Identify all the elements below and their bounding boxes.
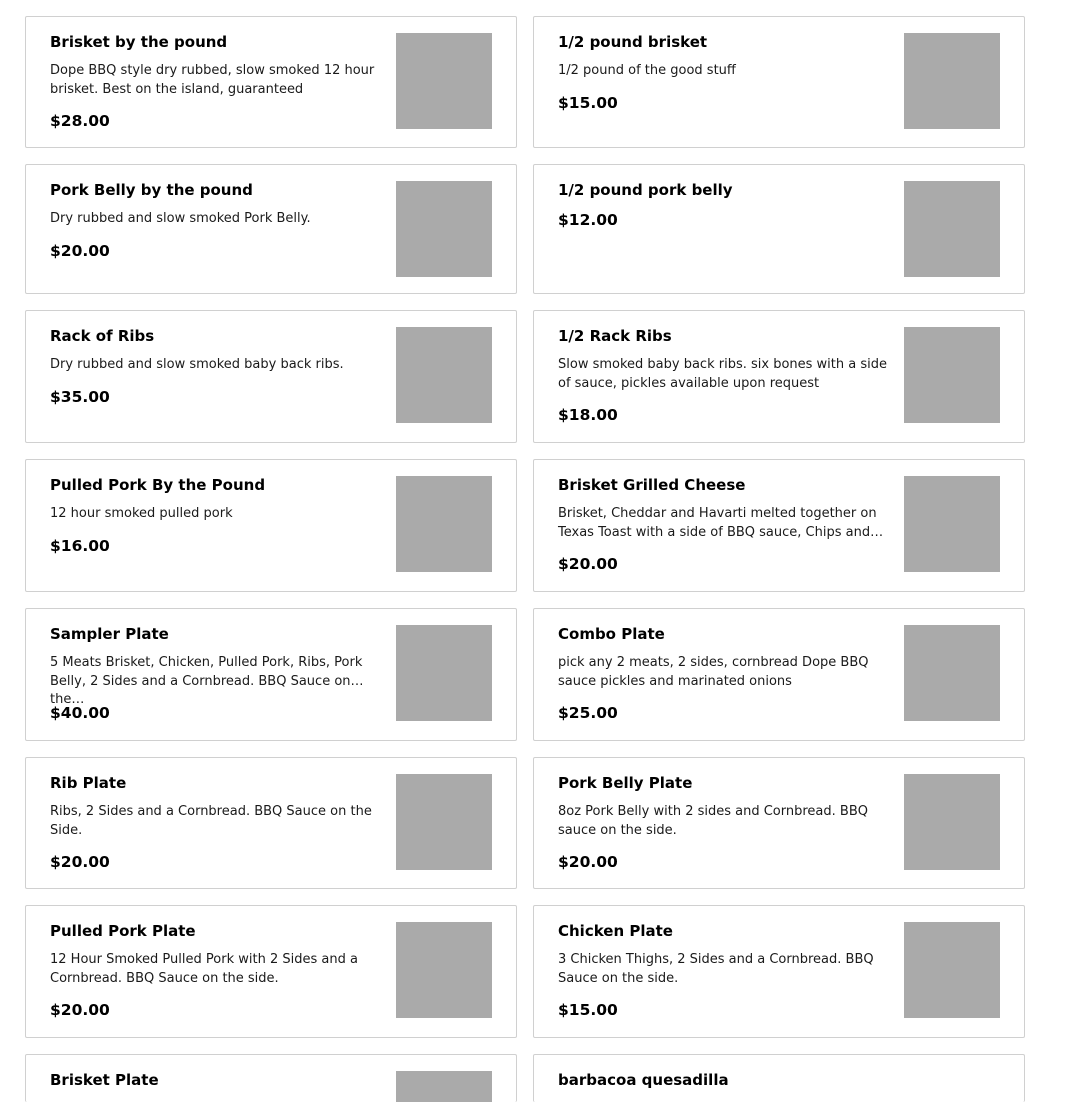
item-price: $15.00 bbox=[558, 93, 618, 112]
item-image-placeholder bbox=[396, 33, 492, 129]
item-price: $20.00 bbox=[50, 1001, 110, 1019]
item-name: Brisket Grilled Cheese bbox=[558, 476, 746, 494]
item-name: 1/2 pound pork belly bbox=[558, 181, 733, 199]
item-description: pick any 2 meats, 2 sides, cornbread Dope BBQ sauce pickles and marinated onions bbox=[558, 655, 869, 689]
item-name: 1/2 Rack Ribs bbox=[558, 327, 672, 345]
item-price: $18.00 bbox=[558, 406, 618, 424]
item-name: Sampler Plate bbox=[50, 625, 169, 643]
item-image-placeholder bbox=[396, 181, 492, 277]
menu-item-card[interactable] bbox=[533, 459, 1025, 592]
item-name: Pork Belly by the pound bbox=[50, 181, 253, 199]
item-image-placeholder bbox=[904, 774, 1000, 870]
item-description: 12 hour smoked pulled pork bbox=[50, 506, 233, 521]
item-image-placeholder bbox=[396, 922, 492, 1018]
menu-item-card[interactable] bbox=[25, 16, 517, 148]
menu-item-card[interactable] bbox=[25, 310, 517, 443]
item-price: $40.00 bbox=[50, 704, 110, 722]
item-description: Brisket, Cheddar and Havarti melted together on Texas Toast with a side of BBQ sauce, Chips and… bbox=[558, 506, 884, 540]
item-price: $35.00 bbox=[50, 387, 110, 406]
item-name: Rack of Ribs bbox=[50, 327, 155, 345]
menu-item-card[interactable] bbox=[533, 164, 1025, 294]
item-price: $20.00 bbox=[558, 555, 618, 573]
item-name: Pulled Pork Plate bbox=[50, 922, 196, 940]
item-name: barbacoa quesadilla bbox=[558, 1071, 729, 1089]
item-image-placeholder bbox=[396, 774, 492, 870]
item-price: $28.00 bbox=[50, 112, 110, 130]
menu-item-card[interactable] bbox=[533, 757, 1025, 889]
item-description: 8oz Pork Belly with 2 sides and Cornbread. BBQ sauce on the side. bbox=[558, 804, 868, 838]
item-name: Rib Plate bbox=[50, 774, 127, 792]
item-description: Dope BBQ style dry rubbed, slow smoked 12 hour brisket. Best on the island, guaranteed bbox=[50, 63, 375, 97]
menu-item-card[interactable] bbox=[25, 1054, 517, 1102]
menu-item-card[interactable] bbox=[25, 459, 517, 592]
menu-item-card[interactable] bbox=[25, 164, 517, 294]
menu-item-card[interactable] bbox=[533, 608, 1025, 741]
item-image-placeholder bbox=[904, 33, 1000, 129]
item-image-placeholder bbox=[904, 476, 1000, 572]
item-description: Dry rubbed and slow smoked Pork Belly. bbox=[50, 211, 311, 226]
item-image-placeholder bbox=[396, 327, 492, 423]
item-price: $20.00 bbox=[50, 853, 110, 871]
item-description: Ribs, 2 Sides and a Cornbread. BBQ Sauce on the Side. bbox=[50, 804, 372, 838]
item-image-placeholder bbox=[904, 922, 1000, 1018]
menu-item-card[interactable] bbox=[533, 310, 1025, 443]
item-image-placeholder bbox=[904, 181, 1000, 277]
item-image-placeholder bbox=[904, 625, 1000, 721]
item-name: Brisket by the pound bbox=[50, 33, 228, 51]
item-price: $12.00 bbox=[558, 211, 618, 229]
item-image-placeholder bbox=[396, 1071, 492, 1102]
item-price: $25.00 bbox=[558, 704, 618, 722]
item-description: 12 Hour Smoked Pulled Pork with 2 Sides and a Cornbread. BBQ Sauce on the side. bbox=[50, 952, 358, 986]
item-image-placeholder bbox=[396, 625, 492, 721]
item-price: $16.00 bbox=[50, 536, 110, 555]
item-price: $20.00 bbox=[558, 853, 618, 871]
menu-item-card[interactable] bbox=[533, 905, 1025, 1038]
menu-item-card[interactable] bbox=[25, 905, 517, 1038]
item-description: 1/2 pound of the good stuff bbox=[558, 63, 736, 78]
item-name: Chicken Plate bbox=[558, 922, 673, 940]
item-name: Pork Belly Plate bbox=[558, 774, 693, 792]
item-name: Brisket Plate bbox=[50, 1071, 159, 1089]
item-description: 5 Meats Brisket, Chicken, Pulled Pork, Ribs, Pork Belly, 2 Sides and a Cornbread. BBQ Sauce on the… bbox=[50, 655, 363, 707]
item-price: $15.00 bbox=[558, 1001, 618, 1019]
item-description: 3 Chicken Thighs, 2 Sides and a Cornbread. BBQ Sauce on the side. bbox=[558, 952, 874, 986]
menu-item-card[interactable] bbox=[533, 16, 1025, 148]
item-name: 1/2 pound brisket bbox=[558, 33, 708, 51]
menu-item-card[interactable] bbox=[25, 757, 517, 889]
item-name: Pulled Pork By the Pound bbox=[50, 476, 266, 494]
menu-item-card[interactable] bbox=[533, 1054, 1025, 1102]
menu-item-card[interactable] bbox=[25, 608, 517, 741]
item-description: Slow smoked baby back ribs. six bones with a side of sauce, pickles available upon request bbox=[558, 357, 887, 391]
item-description: Dry rubbed and slow smoked baby back ribs. bbox=[50, 357, 344, 372]
item-image-placeholder bbox=[904, 327, 1000, 423]
item-price: $20.00 bbox=[50, 241, 110, 260]
item-name: Combo Plate bbox=[558, 625, 665, 643]
item-image-placeholder bbox=[396, 476, 492, 572]
